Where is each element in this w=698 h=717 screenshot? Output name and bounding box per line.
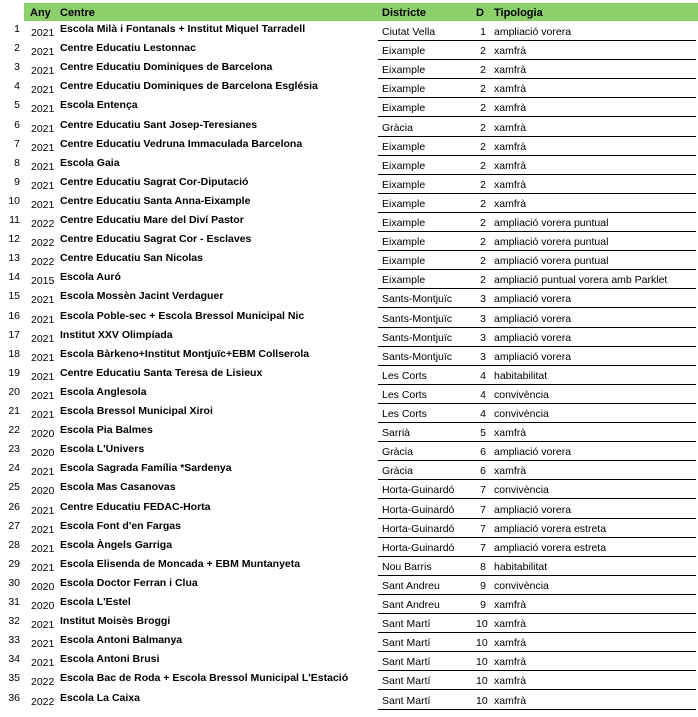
typology-cell: xamfrà (494, 465, 527, 478)
row-border (470, 709, 696, 710)
year-cell: 2021 (31, 638, 55, 651)
table-row (0, 576, 698, 595)
district-number-cell: 7 (480, 541, 486, 554)
centre-cell: Centre Educatiu Santa Anna-Eixample (60, 194, 251, 207)
centre-cell: Escola Entença (60, 99, 138, 112)
table-row (0, 480, 698, 499)
centre-cell: Centre Educatiu Sant Josep-Teresianes (60, 118, 258, 131)
year-cell: 2021 (31, 619, 55, 632)
centre-cell: Escola Àngels Garriga (60, 538, 173, 551)
table-row (0, 79, 698, 98)
typology-cell: ampliació vorera (494, 503, 572, 516)
district-cell: Sant Martí (382, 618, 431, 631)
district-number-cell: 3 (480, 312, 486, 325)
centre-cell: Escola Mossèn Jacint Verdaguer (60, 290, 224, 303)
district-cell: Horta-Guinardó (382, 503, 455, 516)
typology-cell: ampliació vorera puntual (494, 255, 609, 268)
typology-cell: xamfrà (494, 599, 527, 611)
year-cell: 2021 (31, 294, 55, 307)
year-cell: 2021 (31, 542, 55, 555)
row-number: 11 (9, 214, 20, 226)
district-number-cell: 2 (480, 159, 486, 172)
district-number-cell: 4 (480, 388, 486, 401)
table-row (0, 404, 698, 423)
district-number-cell: 10 (476, 694, 488, 707)
table-row (0, 595, 698, 614)
typology-cell: xamfrà (494, 178, 527, 191)
typology-cell: xamfrà (494, 102, 527, 115)
district-cell: Eixample (382, 45, 426, 58)
typology-cell: ampliació puntual vorera amb Parklet (494, 274, 668, 287)
table-row (0, 251, 698, 270)
row-number: 27 (8, 519, 20, 532)
centre-cell: Institut XXV Olimpíada (60, 328, 173, 341)
year-cell: 2021 (31, 122, 55, 135)
year-cell: 2021 (31, 46, 55, 59)
district-cell: Sants-Montjuïc (382, 331, 453, 344)
table-row (0, 442, 698, 461)
district-cell: Sant Martí (382, 694, 431, 707)
district-cell: Gràcia (382, 446, 413, 459)
table-row (0, 347, 698, 366)
district-number-cell: 9 (480, 579, 486, 592)
table-row (0, 461, 698, 480)
centre-cell: Escola Bressol Municipal Xiroi (60, 405, 213, 417)
centre-cell: Centre Educatiu Dominiques de Barcelona Església (60, 80, 318, 93)
year-cell: 2021 (31, 27, 55, 39)
district-number-cell: 7 (480, 503, 486, 516)
header-districte: Districte (382, 7, 427, 19)
district-cell: Eixample (382, 64, 426, 77)
row-number: 6 (14, 118, 20, 131)
typology-cell: ampliació vorera (494, 350, 572, 363)
district-cell: Gràcia (382, 121, 413, 134)
row-number: 15 (8, 290, 20, 303)
table-row (0, 328, 698, 347)
district-cell: Eixample (382, 83, 426, 96)
row-number: 31 (8, 596, 20, 608)
typology-cell: ampliació vorera (494, 26, 572, 38)
district-number-cell: 2 (480, 45, 486, 58)
district-cell: Les Corts (382, 388, 427, 401)
header-any: Any (30, 7, 51, 19)
typology-cell: ampliació vorera estreta (494, 522, 607, 535)
row-number: 33 (8, 634, 20, 647)
district-number-cell: 2 (480, 236, 486, 249)
header-tipologia: Tipologia (494, 7, 543, 19)
district-cell: Sants-Montjuïc (382, 350, 453, 363)
district-cell: Ciutat Vella (382, 26, 436, 38)
typology-cell: xamfrà (494, 675, 527, 688)
typology-cell: ampliació vorera (494, 293, 572, 306)
table-row (0, 671, 698, 690)
centre-cell: Escola Auró (60, 271, 121, 284)
district-number-cell: 7 (480, 522, 486, 535)
centre-cell: Escola Sagrada Família *Sardenya (60, 462, 232, 475)
centre-cell: Institut Moisès Broggi (60, 615, 171, 628)
centre-cell: Escola Font d'en Fargas (60, 519, 181, 532)
centre-cell: Centre Educatiu Vedruna Immaculada Barcelona (60, 137, 303, 150)
year-cell: 2022 (31, 237, 55, 250)
year-cell: 2021 (31, 409, 55, 421)
district-cell: Eixample (382, 178, 426, 191)
district-cell: Sant Martí (382, 656, 431, 669)
district-number-cell: 2 (480, 140, 486, 153)
district-cell: Sants-Montjuïc (382, 293, 453, 306)
row-number: 1 (14, 23, 20, 35)
year-cell: 2021 (31, 351, 55, 364)
row-number: 13 (8, 252, 20, 265)
centre-cell: Centre Educatiu FEDAC-Horta (60, 500, 211, 513)
row-number: 8 (14, 156, 20, 169)
table-header (0, 0, 698, 22)
centre-cell: Centre Educatiu San Nicolas (60, 252, 203, 265)
district-cell: Sant Martí (382, 637, 431, 650)
year-cell: 2020 (31, 580, 55, 593)
district-cell: Gràcia (382, 465, 413, 478)
centre-cell: Escola La Caixa (60, 691, 140, 704)
header-centre: Centre (60, 7, 95, 19)
district-number-cell: 7 (480, 484, 486, 497)
table-row (0, 98, 698, 117)
year-cell: 2021 (31, 141, 55, 154)
district-cell: Horta-Guinardó (382, 484, 455, 497)
table-row (0, 22, 698, 41)
typology-cell: xamfrà (494, 197, 527, 210)
typology-cell: habitabilitat (494, 560, 548, 573)
table-row (0, 118, 698, 137)
typology-cell: ampliació vorera (494, 312, 572, 325)
table-row (0, 41, 698, 60)
typology-cell: xamfrà (494, 83, 527, 96)
table-row (0, 614, 698, 633)
district-cell: Nou Barris (382, 560, 432, 573)
year-cell: 2021 (31, 313, 55, 326)
row-number: 26 (8, 500, 20, 513)
district-number-cell: 8 (480, 560, 486, 573)
district-number-cell: 3 (480, 350, 486, 363)
centre-cell: Escola Mas Casanovas (60, 481, 176, 494)
table-row (0, 175, 698, 194)
header-d: D (476, 7, 484, 19)
table-row (0, 309, 698, 328)
district-number-cell: 4 (480, 369, 486, 382)
centre-cell: Escola Poble-sec + Escola Bressol Municipal Nic (60, 309, 305, 322)
row-number: 22 (8, 424, 20, 437)
district-cell: Horta-Guinardó (382, 522, 455, 535)
district-number-cell: 4 (480, 408, 486, 420)
district-number-cell: 6 (480, 465, 486, 478)
row-number: 16 (8, 309, 20, 322)
year-cell: 2020 (31, 485, 55, 498)
typology-cell: xamfrà (494, 618, 527, 631)
table-row (0, 385, 698, 404)
table-row (0, 270, 698, 289)
district-number-cell: 5 (480, 427, 486, 440)
year-cell: 2021 (31, 657, 55, 670)
typology-cell: ampliació vorera (494, 446, 572, 459)
district-cell: Eixample (382, 217, 426, 229)
table-row (0, 289, 698, 308)
district-number-cell: 10 (476, 637, 488, 650)
table-row (0, 194, 698, 213)
district-number-cell: 2 (480, 178, 486, 191)
district-number-cell: 10 (476, 675, 488, 688)
year-cell: 2021 (31, 65, 55, 78)
row-number: 12 (8, 233, 20, 246)
district-number-cell: 2 (480, 121, 486, 134)
year-cell: 2021 (31, 160, 55, 173)
row-number: 10 (8, 194, 20, 207)
year-cell: 2020 (31, 428, 55, 441)
typology-cell: xamfrà (494, 140, 527, 153)
typology-cell: ampliació vorera (494, 331, 572, 344)
year-cell: 2021 (31, 332, 55, 345)
row-number: 17 (8, 328, 20, 341)
table-row (0, 137, 698, 156)
table-row (0, 60, 698, 79)
centre-cell: Escola Anglesola (60, 385, 147, 398)
row-number: 24 (8, 462, 20, 475)
typology-cell: convivència (494, 388, 549, 401)
year-cell: 2020 (31, 600, 55, 612)
typology-cell: xamfrà (494, 427, 527, 440)
row-number: 7 (14, 137, 20, 150)
row-number: 29 (8, 557, 20, 570)
district-cell: Sant Andreu (382, 599, 440, 611)
year-cell: 2021 (31, 523, 55, 536)
row-number: 19 (8, 366, 20, 379)
district-number-cell: 2 (480, 274, 486, 287)
typology-cell: xamfrà (494, 45, 527, 58)
district-number-cell: 2 (480, 64, 486, 77)
district-cell: Les Corts (382, 369, 427, 382)
centre-cell: Centre Educatiu Mare del Diví Pastor (60, 214, 244, 226)
year-cell: 2021 (31, 389, 55, 402)
year-cell: 2021 (31, 504, 55, 517)
district-number-cell: 6 (480, 446, 486, 459)
district-number-cell: 3 (480, 331, 486, 344)
row-number: 2 (14, 42, 20, 55)
centre-cell: Centre Educatiu Dominiques de Barcelona (60, 61, 273, 74)
row-number: 4 (14, 80, 20, 93)
district-number-cell: 10 (476, 618, 488, 631)
district-number-cell: 10 (476, 656, 488, 669)
table-row (0, 633, 698, 652)
table-row (0, 232, 698, 251)
typology-cell: convivència (494, 579, 549, 592)
row-number: 3 (14, 61, 20, 74)
centre-cell: Escola L'Estel (60, 596, 131, 608)
typology-cell: xamfrà (494, 637, 527, 650)
table-row (0, 691, 698, 710)
table-row (0, 423, 698, 442)
centre-cell: Centre Educatiu Sagrat Cor-Diputació (60, 175, 249, 188)
centre-cell: Centre Educatiu Lestonnac (60, 42, 196, 55)
year-cell: 2022 (31, 676, 55, 689)
row-number: 23 (8, 443, 20, 456)
row-number: 36 (8, 691, 20, 704)
district-cell: Les Corts (382, 408, 427, 420)
district-number-cell: 2 (480, 102, 486, 115)
district-number-cell: 1 (480, 26, 486, 38)
year-cell: 2021 (31, 198, 55, 211)
row-number: 34 (8, 653, 20, 666)
centre-cell: Escola Gaia (60, 156, 120, 169)
centre-cell: Escola Milà i Fontanals + Institut Miquel Tarradell (60, 23, 306, 35)
table-row (0, 538, 698, 557)
row-number: 35 (8, 672, 20, 685)
row-border (378, 709, 470, 710)
district-number-cell: 2 (480, 255, 486, 268)
year-cell: 2015 (31, 275, 55, 288)
centre-cell: Centre Educatiu Santa Teresa de Lisieux (60, 366, 263, 379)
typology-cell: ampliació vorera puntual (494, 236, 609, 249)
centre-cell: Escola Antoni Brusi (60, 653, 160, 666)
row-number: 32 (8, 615, 20, 628)
district-number-cell: 2 (480, 197, 486, 210)
table-row (0, 519, 698, 538)
year-cell: 2020 (31, 447, 55, 460)
centre-cell: Escola Pia Balmes (60, 424, 153, 437)
centre-cell: Escola Bac de Roda + Escola Bressol Municipal L'Estació (60, 672, 349, 685)
district-number-cell: 2 (480, 83, 486, 96)
district-number-cell: 3 (480, 293, 486, 306)
row-number: 5 (14, 99, 20, 112)
row-number: 30 (8, 576, 20, 589)
typology-cell: xamfrà (494, 656, 527, 669)
district-cell: Eixample (382, 159, 426, 172)
table-row (0, 156, 698, 175)
header-background (24, 3, 698, 21)
district-cell: Eixample (382, 236, 426, 249)
typology-cell: xamfrà (494, 159, 527, 172)
centre-cell: Escola Bàrkeno+Institut Montjuïc+EBM Collserola (60, 347, 310, 360)
typology-cell: convivència (494, 408, 549, 420)
typology-cell: ampliació vorera puntual (494, 217, 609, 229)
table-row (0, 213, 698, 232)
year-cell: 2021 (31, 84, 55, 97)
typology-cell: xamfrà (494, 121, 527, 134)
row-number: 14 (8, 271, 20, 284)
row-number: 9 (14, 175, 20, 188)
centre-cell: Centre Educatiu Sagrat Cor - Esclaves (60, 233, 252, 246)
year-cell: 2021 (31, 179, 55, 192)
year-cell: 2022 (31, 256, 55, 269)
row-number: 25 (8, 481, 20, 494)
district-cell: Eixample (382, 140, 426, 153)
district-cell: Sants-Montjuïc (382, 312, 453, 325)
typology-cell: ampliació vorera estreta (494, 541, 607, 554)
district-cell: Sant Andreu (382, 579, 440, 592)
typology-cell: habitabilitat (494, 369, 548, 382)
table-row (0, 500, 698, 519)
district-number-cell: 2 (480, 217, 486, 229)
district-cell: Horta-Guinardó (382, 541, 455, 554)
row-number: 20 (8, 385, 20, 398)
district-cell: Eixample (382, 102, 426, 115)
centre-cell: Escola Antoni Balmanya (60, 634, 183, 647)
centre-cell: Escola Doctor Ferran i Clua (60, 576, 198, 589)
row-number: 18 (8, 347, 20, 360)
year-cell: 2021 (31, 561, 55, 574)
centre-cell: Escola L'Univers (60, 443, 145, 456)
centre-cell: Escola Elisenda de Moncada + EBM Muntanyeta (60, 557, 301, 570)
district-cell: Eixample (382, 197, 426, 210)
year-cell: 2022 (31, 695, 55, 708)
district-cell: Sant Martí (382, 675, 431, 688)
table-row (0, 366, 698, 385)
row-number: 28 (8, 538, 20, 551)
table-row (0, 652, 698, 671)
typology-cell: convivència (494, 484, 549, 497)
row-number: 21 (8, 405, 20, 417)
year-cell: 2022 (31, 218, 55, 230)
year-cell: 2021 (31, 103, 55, 116)
typology-cell: xamfrà (494, 64, 527, 77)
district-number-cell: 9 (480, 599, 486, 611)
district-cell: Sarrià (382, 427, 411, 440)
district-cell: Eixample (382, 255, 426, 268)
table-row (0, 557, 698, 576)
typology-cell: xamfrà (494, 694, 527, 707)
year-cell: 2021 (31, 466, 55, 479)
district-cell: Eixample (382, 274, 426, 287)
year-cell: 2021 (31, 370, 55, 383)
